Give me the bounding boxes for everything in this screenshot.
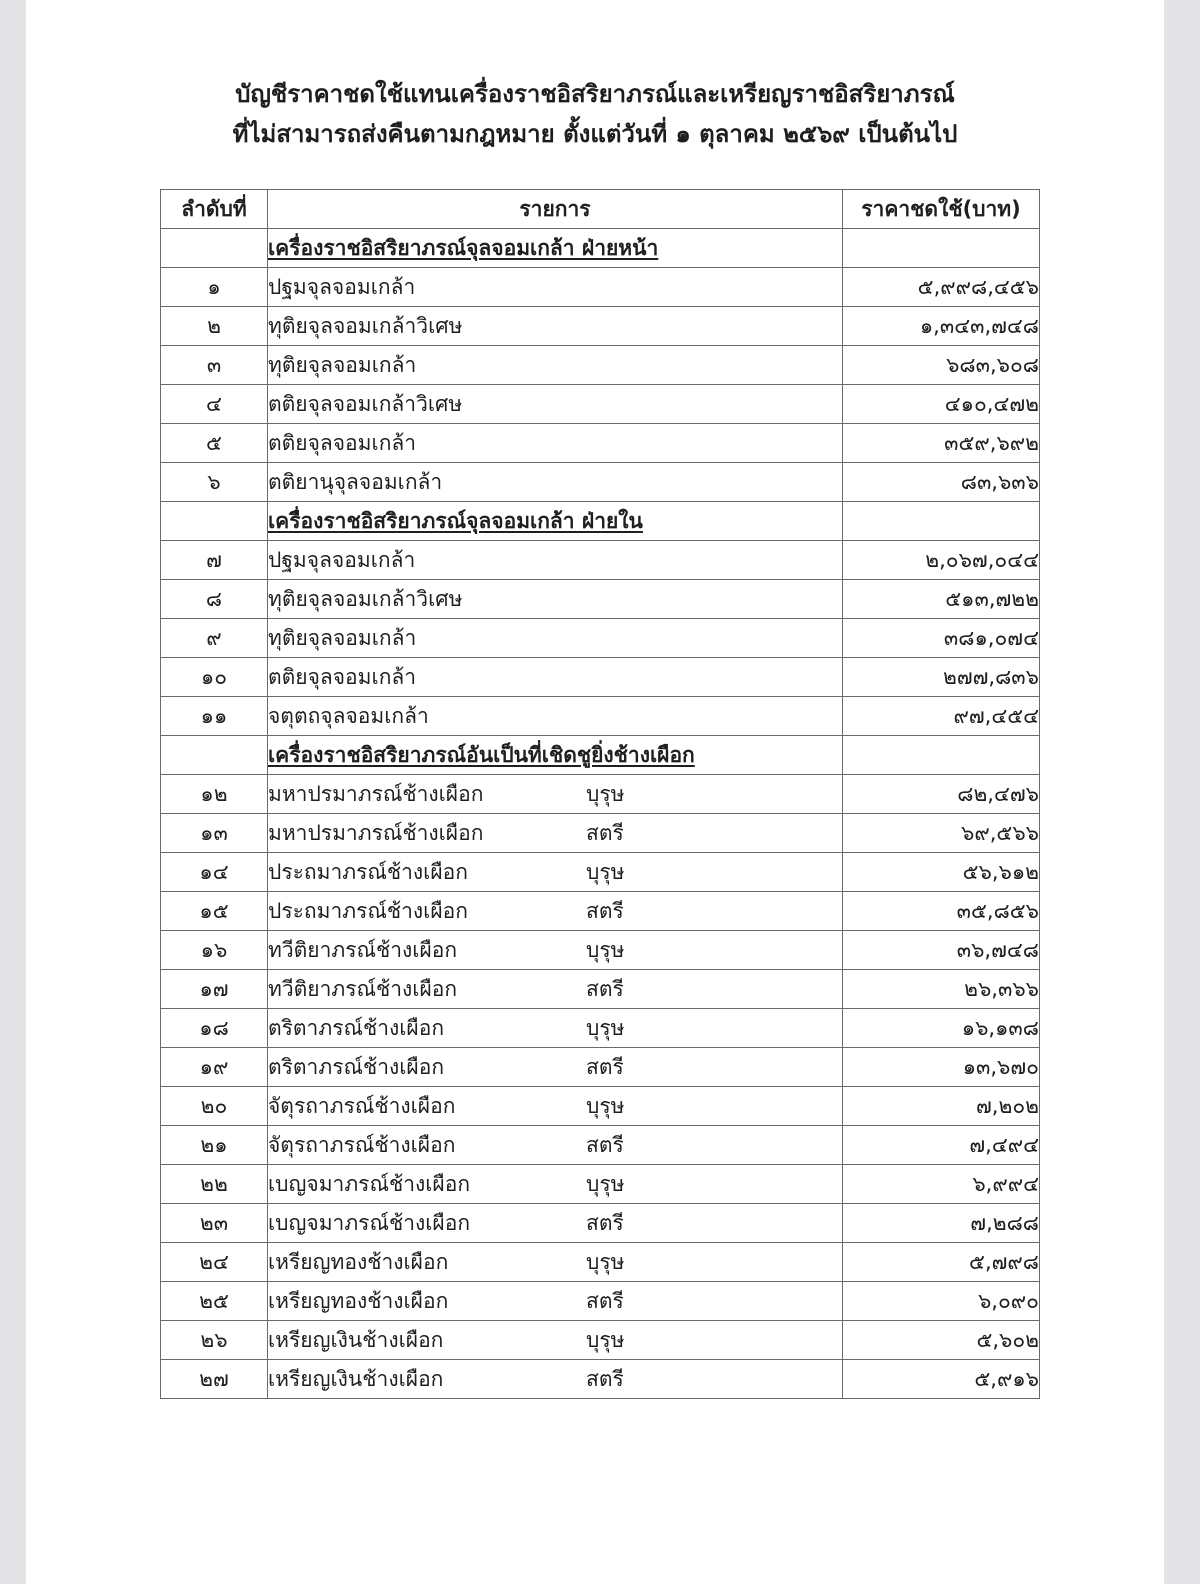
- row-number: ๓: [161, 346, 268, 385]
- row-number: ๑๗: [161, 970, 268, 1009]
- table-row: [161, 814, 1040, 853]
- table-row: [161, 1360, 1040, 1399]
- row-number: ๑: [161, 268, 268, 307]
- row-item-cell: [268, 1204, 843, 1243]
- item-gender: บุรุษ: [586, 1093, 625, 1118]
- item-gender: บุรุษ: [586, 781, 625, 806]
- row-price: ๗,๒๘๘: [843, 1204, 1040, 1243]
- header-item: รายการ: [268, 190, 843, 229]
- item-name: ปฐมจุลจอมเกล้า: [268, 274, 416, 299]
- row-number: ๒๒: [161, 1165, 268, 1204]
- row-number: ๒๐: [161, 1087, 268, 1126]
- table-row: [161, 1321, 1040, 1360]
- row-item-cell: [268, 814, 843, 853]
- row-item-cell: [268, 541, 843, 580]
- row-number: ๑๖: [161, 931, 268, 970]
- table-row: [161, 1243, 1040, 1282]
- item-name: เหรียญเงินช้างเผือก: [268, 1327, 444, 1352]
- row-item-cell: [268, 1321, 843, 1360]
- row-item-cell: [268, 1360, 843, 1399]
- item-gender: บุรุษ: [586, 1171, 625, 1196]
- row-item-cell: [268, 892, 843, 931]
- item-name: ตริตาภรณ์ช้างเผือก: [268, 1015, 445, 1040]
- row-price: ๙๗,๔๕๔: [843, 697, 1040, 736]
- row-number: ๒๗: [161, 1360, 268, 1399]
- row-number: ๒๑: [161, 1126, 268, 1165]
- table-row: [161, 424, 1040, 463]
- row-price: ๘๓,๖๓๖: [843, 463, 1040, 502]
- row-item-cell: [268, 424, 843, 463]
- row-number: ๑๙: [161, 1048, 268, 1087]
- item-name: ตติยจุลจอมเกล้าวิเศษ: [268, 391, 463, 416]
- table-row: [161, 775, 1040, 814]
- item-name: จัตุรถาภรณ์ช้างเผือก: [268, 1093, 456, 1118]
- table-row: [161, 1165, 1040, 1204]
- table-row: [161, 970, 1040, 1009]
- row-item-cell: [268, 1243, 843, 1282]
- row-item-cell: [268, 1048, 843, 1087]
- item-name: ประถมาภรณ์ช้างเผือก: [268, 859, 468, 884]
- item-gender: บุรุษ: [586, 1015, 625, 1040]
- table-row: [161, 346, 1040, 385]
- document-title-line-2: ที่ไม่สามารถส่งคืนตามกฎหมาย ตั้งแต่วันที่ ๑ ตุลาคม ๒๕๖๙ เป็นต้นไป: [232, 120, 958, 148]
- row-item-cell: [268, 697, 843, 736]
- row-price: ๕๑๓,๗๒๒: [843, 580, 1040, 619]
- row-price: ๕,๙๙๘,๔๕๖: [843, 268, 1040, 307]
- row-number: ๑๒: [161, 775, 268, 814]
- section-no-cell: [161, 229, 268, 268]
- item-gender: สตรี: [586, 898, 624, 923]
- item-name: เหรียญทองช้างเผือก: [268, 1249, 449, 1274]
- row-item-cell: [268, 307, 843, 346]
- section-price-cell: [843, 736, 1040, 775]
- row-number: ๑๘: [161, 1009, 268, 1048]
- item-name: ทวีติยาภรณ์ช้างเผือก: [268, 976, 458, 1001]
- row-price: ๕,๖๐๒: [843, 1321, 1040, 1360]
- row-number: ๒: [161, 307, 268, 346]
- row-item-cell: [268, 385, 843, 424]
- row-price: ๓๕,๘๕๖: [843, 892, 1040, 931]
- table-row: [161, 1126, 1040, 1165]
- table-row: [161, 268, 1040, 307]
- item-name: เบญจมาภรณ์ช้างเผือก: [268, 1171, 471, 1196]
- row-price: ๒๗๗,๘๓๖: [843, 658, 1040, 697]
- row-price: ๒๖,๓๖๖: [843, 970, 1040, 1009]
- row-item-cell: [268, 1165, 843, 1204]
- table-row: [161, 541, 1040, 580]
- row-price: ๓๘๑,๐๗๔: [843, 619, 1040, 658]
- item-name: ตริตาภรณ์ช้างเผือก: [268, 1054, 445, 1079]
- row-item-cell: [268, 1009, 843, 1048]
- table-header-row: [161, 190, 1040, 229]
- row-item-cell: [268, 1126, 843, 1165]
- item-name: ทุติยจุลจอมเกล้า: [268, 352, 417, 377]
- row-price: ๖,๐๙๐: [843, 1282, 1040, 1321]
- row-item-cell: [268, 1087, 843, 1126]
- table-row: [161, 463, 1040, 502]
- item-name: ตติยานุจุลจอมเกล้า: [268, 469, 443, 494]
- row-price: ๓๖,๗๔๘: [843, 931, 1040, 970]
- table-row: [161, 853, 1040, 892]
- row-price: ๕๖,๖๑๒: [843, 853, 1040, 892]
- row-price: ๗,๒๐๒: [843, 1087, 1040, 1126]
- section-row: [161, 736, 1040, 775]
- row-price: ๑,๓๔๓,๗๔๘: [843, 307, 1040, 346]
- row-number: ๑๔: [161, 853, 268, 892]
- table-row: [161, 1048, 1040, 1087]
- row-item-cell: [268, 853, 843, 892]
- row-number: ๙: [161, 619, 268, 658]
- table-row: [161, 580, 1040, 619]
- item-gender: สตรี: [586, 976, 624, 1001]
- section-title: เครื่องราชอิสริยาภรณ์จุลจอมเกล้า ฝ่ายหน้า: [268, 229, 843, 268]
- item-gender: สตรี: [586, 1210, 624, 1235]
- table-row: [161, 619, 1040, 658]
- row-item-cell: [268, 931, 843, 970]
- row-price: ๕,๗๙๘: [843, 1243, 1040, 1282]
- document-title-line-1: บัญชีราคาชดใช้แทนเครื่องราชอิสริยาภรณ์และเหรียญราชอิสริยาภรณ์: [235, 80, 955, 108]
- item-gender: สตรี: [586, 1288, 624, 1313]
- section-price-cell: [843, 229, 1040, 268]
- row-item-cell: [268, 1282, 843, 1321]
- item-gender: บุรุษ: [586, 937, 625, 962]
- row-item-cell: [268, 658, 843, 697]
- row-price: ๓๕๙,๖๙๒: [843, 424, 1040, 463]
- section-row: [161, 229, 1040, 268]
- item-gender: สตรี: [586, 1054, 624, 1079]
- table-row: [161, 1009, 1040, 1048]
- row-number: ๑๕: [161, 892, 268, 931]
- row-price: ๖,๙๙๔: [843, 1165, 1040, 1204]
- item-gender: สตรี: [586, 1132, 624, 1157]
- item-name: ทุติยจุลจอมเกล้า: [268, 625, 417, 650]
- section-no-cell: [161, 736, 268, 775]
- item-gender: บุรุษ: [586, 859, 625, 884]
- row-price: ๗,๔๙๔: [843, 1126, 1040, 1165]
- row-number: ๒๖: [161, 1321, 268, 1360]
- row-number: ๒๕: [161, 1282, 268, 1321]
- item-name: มหาปรมาภรณ์ช้างเผือก: [268, 820, 484, 845]
- row-price: ๑๓,๖๗๐: [843, 1048, 1040, 1087]
- header-price: ราคาชดใช้(บาท): [843, 190, 1040, 229]
- item-name: ทุติยจุลจอมเกล้าวิเศษ: [268, 313, 463, 338]
- item-name: ตติยจุลจอมเกล้า: [268, 664, 417, 689]
- table-row: [161, 307, 1040, 346]
- row-price: ๘๒,๔๗๖: [843, 775, 1040, 814]
- row-item-cell: [268, 463, 843, 502]
- item-gender: สตรี: [586, 1366, 624, 1391]
- row-number: ๔: [161, 385, 268, 424]
- table-row: [161, 385, 1040, 424]
- item-gender: สตรี: [586, 820, 624, 845]
- item-name: มหาปรมาภรณ์ช้างเผือก: [268, 781, 484, 806]
- row-number: ๒๔: [161, 1243, 268, 1282]
- section-title: เครื่องราชอิสริยาภรณ์จุลจอมเกล้า ฝ่ายใน: [268, 502, 843, 541]
- item-gender: บุรุษ: [586, 1327, 625, 1352]
- header-no: ลำดับที่: [161, 190, 268, 229]
- row-item-cell: [268, 775, 843, 814]
- item-name: จตุตถจุลจอมเกล้า: [268, 703, 429, 728]
- row-price: ๖๙,๕๖๖: [843, 814, 1040, 853]
- row-price: ๔๑๐,๔๗๒: [843, 385, 1040, 424]
- item-gender: บุรุษ: [586, 1249, 625, 1274]
- row-price: ๕,๙๑๖: [843, 1360, 1040, 1399]
- table-body: [161, 229, 1040, 1399]
- section-title: เครื่องราชอิสริยาภรณ์อันเป็นที่เชิดชูยิ่งช้างเผือก: [268, 736, 843, 775]
- document-page: [26, 0, 1164, 1584]
- item-name: ตติยจุลจอมเกล้า: [268, 430, 417, 455]
- item-name: ปฐมจุลจอมเกล้า: [268, 547, 416, 572]
- row-number: ๒๓: [161, 1204, 268, 1243]
- row-number: ๖: [161, 463, 268, 502]
- row-item-cell: [268, 619, 843, 658]
- row-number: ๑๑: [161, 697, 268, 736]
- row-number: ๑๐: [161, 658, 268, 697]
- item-name: เบญจมาภรณ์ช้างเผือก: [268, 1210, 471, 1235]
- item-name: เหรียญทองช้างเผือก: [268, 1288, 449, 1313]
- item-name: ประถมาภรณ์ช้างเผือก: [268, 898, 468, 923]
- table-row: [161, 1282, 1040, 1321]
- row-item-cell: [268, 346, 843, 385]
- item-name: จัตุรถาภรณ์ช้างเผือก: [268, 1132, 456, 1157]
- table-row: [161, 697, 1040, 736]
- row-number: ๗: [161, 541, 268, 580]
- row-price: ๒,๐๖๗,๐๔๔: [843, 541, 1040, 580]
- section-row: [161, 502, 1040, 541]
- row-item-cell: [268, 580, 843, 619]
- table-row: [161, 892, 1040, 931]
- item-name: ทวีติยาภรณ์ช้างเผือก: [268, 937, 458, 962]
- item-name: ทุติยจุลจอมเกล้าวิเศษ: [268, 586, 463, 611]
- item-name: เหรียญเงินช้างเผือก: [268, 1366, 444, 1391]
- row-number: ๑๓: [161, 814, 268, 853]
- row-item-cell: [268, 970, 843, 1009]
- row-price: ๖๘๓,๖๐๘: [843, 346, 1040, 385]
- row-item-cell: [268, 268, 843, 307]
- price-table: [160, 189, 1040, 1399]
- table-row: [161, 1087, 1040, 1126]
- table-row: [161, 1204, 1040, 1243]
- section-price-cell: [843, 502, 1040, 541]
- row-number: ๘: [161, 580, 268, 619]
- row-price: ๑๖,๑๓๘: [843, 1009, 1040, 1048]
- section-no-cell: [161, 502, 268, 541]
- row-number: ๕: [161, 424, 268, 463]
- table-row: [161, 658, 1040, 697]
- table-row: [161, 931, 1040, 970]
